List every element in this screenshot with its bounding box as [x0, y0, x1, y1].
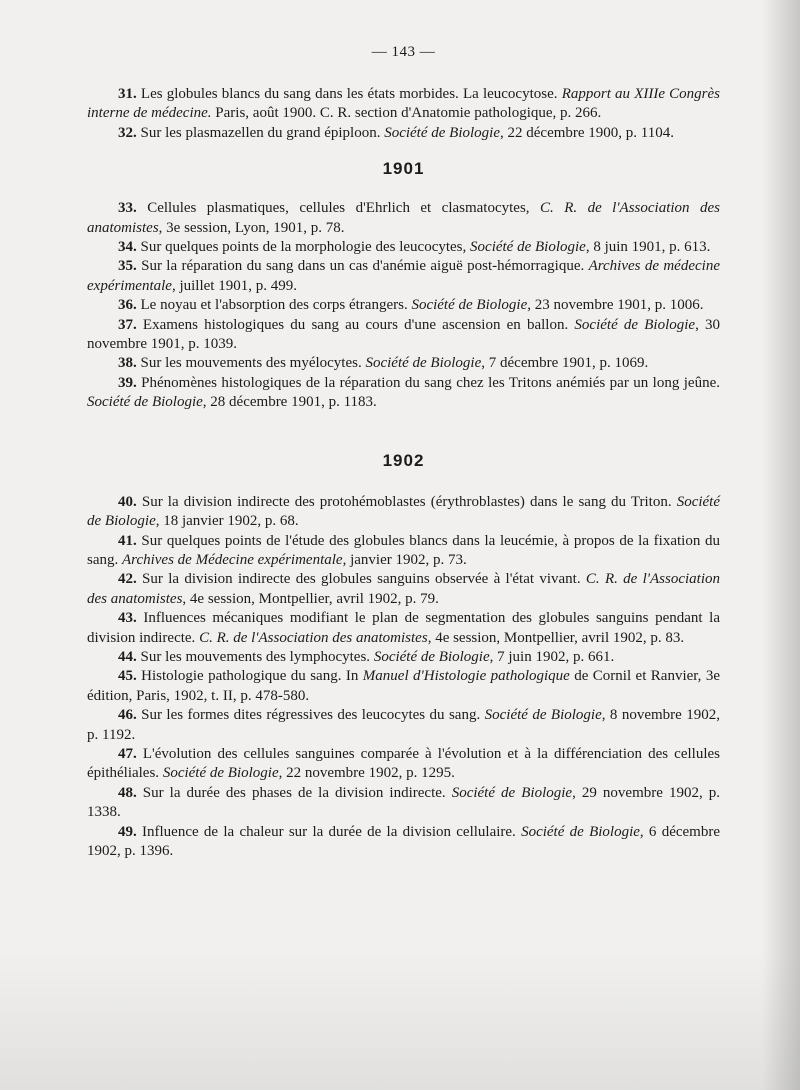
entry-source-title: Société de Biologie — [162, 765, 279, 782]
bibliography-entry — [87, 823, 720, 862]
entry-source-title: Archives de Médecine expérimentale — [122, 551, 343, 568]
entry-number: 40. — [118, 493, 137, 510]
entry-text: , juillet 1901, p. 499. — [171, 277, 297, 294]
page-number: — 143 — — [371, 44, 436, 60]
bibliography-entry — [87, 493, 720, 532]
bibliography-entry — [87, 354, 720, 373]
bibliography-list — [87, 85, 720, 861]
entry-text: , 3e session, Lyon, 1901, p. 78. — [158, 219, 345, 236]
entry-number: 37. — [118, 316, 137, 333]
bibliography-entry — [87, 85, 720, 124]
entry-source-title: Société de Biologie — [574, 316, 696, 333]
entry-number: 48. — [118, 784, 137, 801]
entry-source-title: Société de Biologie — [470, 239, 586, 256]
entry-source-title: Société de Biologie — [451, 784, 573, 801]
entry-text: Sur les mouvements des myélocytes. — [136, 355, 366, 372]
entry-text: Phénomènes histologiques de la réparation du sang chez les Tritons anémiés par un long jeûne. — [136, 374, 720, 391]
entry-text: Influences mécaniques modifiant le plan de segmentation des globules sanguins pendant la division indirecte. — [87, 610, 720, 646]
entry-source-title: Manuel d'Histologie pathologique — [362, 668, 570, 685]
entry-source-title: Société de Biologie — [411, 297, 528, 314]
entry-source-title: Archives de médecine expérimentale — [87, 258, 720, 294]
bibliography-entry — [87, 745, 720, 784]
entry-source-title: C. R. de l'Association des anatomistes — [87, 200, 720, 236]
entry-text: Sur quelques points de la morphologie des leucocytes, — [136, 239, 471, 256]
entry-source-title: Société de Biologie — [373, 648, 490, 665]
entry-number: 43. — [118, 610, 137, 627]
entry-source-title: Société de Biologie — [521, 823, 640, 840]
year-heading-1902: 1902 — [382, 450, 425, 470]
entry-number: 42. — [118, 571, 137, 588]
bibliography-entry — [87, 784, 720, 823]
entry-text: Sur la réparation du sang dans un cas d'anémie aiguë post-hémorragique. — [136, 258, 589, 275]
entry-source-title: C. R. de l'Association des anatomistes — [87, 571, 720, 607]
entry-text: Le noyau et l'absorption des corps étrangers. — [136, 297, 412, 314]
entry-text: Cellules plasmatiques, cellules d'Ehrlich et clasmatocytes, — [136, 200, 540, 217]
entry-source-title: Rapport au XIIIe Congrès interne de médecine. — [87, 86, 721, 122]
bibliography-entry — [87, 374, 720, 413]
entry-text: Sur les mouvements des lymphocytes. — [136, 648, 374, 665]
entry-number: 41. — [118, 532, 137, 549]
bibliography-entry — [87, 532, 720, 571]
entry-text: , 4e session, Montpellier, avril 1902, p. 83. — [427, 629, 685, 646]
entry-number: 49. — [118, 823, 137, 840]
entry-number: 47. — [118, 745, 137, 762]
page-bottom-shade — [0, 950, 800, 1090]
bibliography-entry — [87, 316, 720, 355]
entry-number: 31. — [118, 86, 137, 102]
page-edge-shadow — [762, 0, 800, 1090]
entry-text: Sur les formes dites régressives des leucocytes du sang. — [136, 707, 485, 724]
entry-text: , janvier 1902, p. 73. — [342, 551, 467, 568]
bibliography-entry — [87, 199, 720, 238]
entry-text: de Cornil et Ranvier, 3e édition, Paris, 1902, t. II, p. 478-580. — [87, 668, 720, 704]
entry-number: 46. — [118, 707, 137, 724]
entry-text: Histologie pathologique du sang. In — [136, 668, 363, 685]
entry-text: , 4e session, Montpellier, avril 1902, p. 79. — [182, 590, 439, 607]
entry-source-title: Société de Biologie — [87, 493, 720, 530]
entry-number: 33. — [118, 200, 137, 217]
entry-number: 35. — [118, 258, 137, 275]
entry-number: 44. — [118, 648, 137, 665]
entry-source-title: C. R. de l'Association des anatomistes — [199, 629, 428, 646]
year-heading-1901: 1901 — [382, 159, 425, 179]
bibliography-entry — [87, 570, 720, 609]
entry-text: , 7 décembre 1901, p. 1069. — [481, 355, 649, 372]
entry-text: Paris, août 1900. C. R. section d'Anatomie pathologique, p. 266. — [211, 105, 602, 122]
bibliography-entry — [87, 296, 720, 315]
entry-text: Influence de la chaleur sur la durée de la division cellulaire. — [136, 823, 522, 840]
entry-text: Les globules blancs du sang dans les états morbides. La leucocytose. — [136, 86, 562, 102]
entry-text: Sur la division indirecte des protohémoblastes (érythroblastes) dans le sang du Triton. — [136, 493, 677, 510]
entry-number: 39. — [118, 374, 137, 391]
entry-text: , 6 décembre 1902, p. 1396. — [87, 823, 720, 859]
entry-number: 34. — [118, 239, 137, 256]
bibliography-entry — [87, 124, 720, 143]
bibliography-entry — [87, 609, 720, 648]
entry-text: Sur quelques points de l'étude des globules blancs dans la leucémie, à propos de la fixation du sang. — [87, 532, 720, 568]
entry-number: 32. — [118, 124, 137, 141]
entry-source-title: Société de Biologie — [384, 124, 500, 141]
entry-text: , 22 novembre 1902, p. 1295. — [278, 765, 455, 782]
entry-number: 38. — [118, 355, 137, 372]
entry-number: 45. — [118, 668, 137, 685]
entry-text: , 22 décembre 1900, p. 1104. — [500, 124, 674, 141]
entry-text: , 29 novembre 1902, p. 1338. — [87, 784, 720, 821]
entry-text: , 8 juin 1901, p. 613. — [585, 239, 711, 256]
entry-text: Sur les plasmazellen du grand épiploon. — [136, 124, 385, 141]
entry-text: , 8 novembre 1902, p. 1192. — [87, 707, 721, 743]
entry-text: Sur la division indirecte des globules sanguins observée à l'état vivant. — [136, 571, 586, 588]
entry-text: , 7 juin 1902, p. 661. — [489, 648, 615, 665]
bibliography-entry — [87, 238, 720, 257]
entry-text: Sur la durée des phases de la division indirecte. — [136, 784, 452, 801]
bibliography-entry — [87, 257, 720, 296]
entry-text: L'évolution des cellules sanguines comparée à l'évolution et à la différenciation des cellules épithéliales. — [87, 745, 720, 782]
entry-text: Examens histologiques du sang au cours d'une ascension en ballon. — [136, 316, 575, 333]
entry-text: , 28 décembre 1901, p. 1183. — [202, 394, 377, 411]
entry-text: , 23 novembre 1901, p. 1006. — [527, 297, 704, 314]
entry-source-title: Société de Biologie — [484, 707, 602, 724]
bibliography-entry — [87, 667, 720, 706]
entry-source-title: Société de Biologie — [87, 394, 203, 411]
entry-number: 36. — [118, 297, 137, 314]
bibliography-entry — [87, 648, 720, 667]
entry-source-title: Société de Biologie — [365, 355, 482, 372]
bibliography-entry — [87, 706, 720, 745]
entry-text: , 18 janvier 1902, p. 68. — [155, 513, 299, 530]
entry-text: , 30 novembre 1901, p. 1039. — [87, 316, 721, 353]
